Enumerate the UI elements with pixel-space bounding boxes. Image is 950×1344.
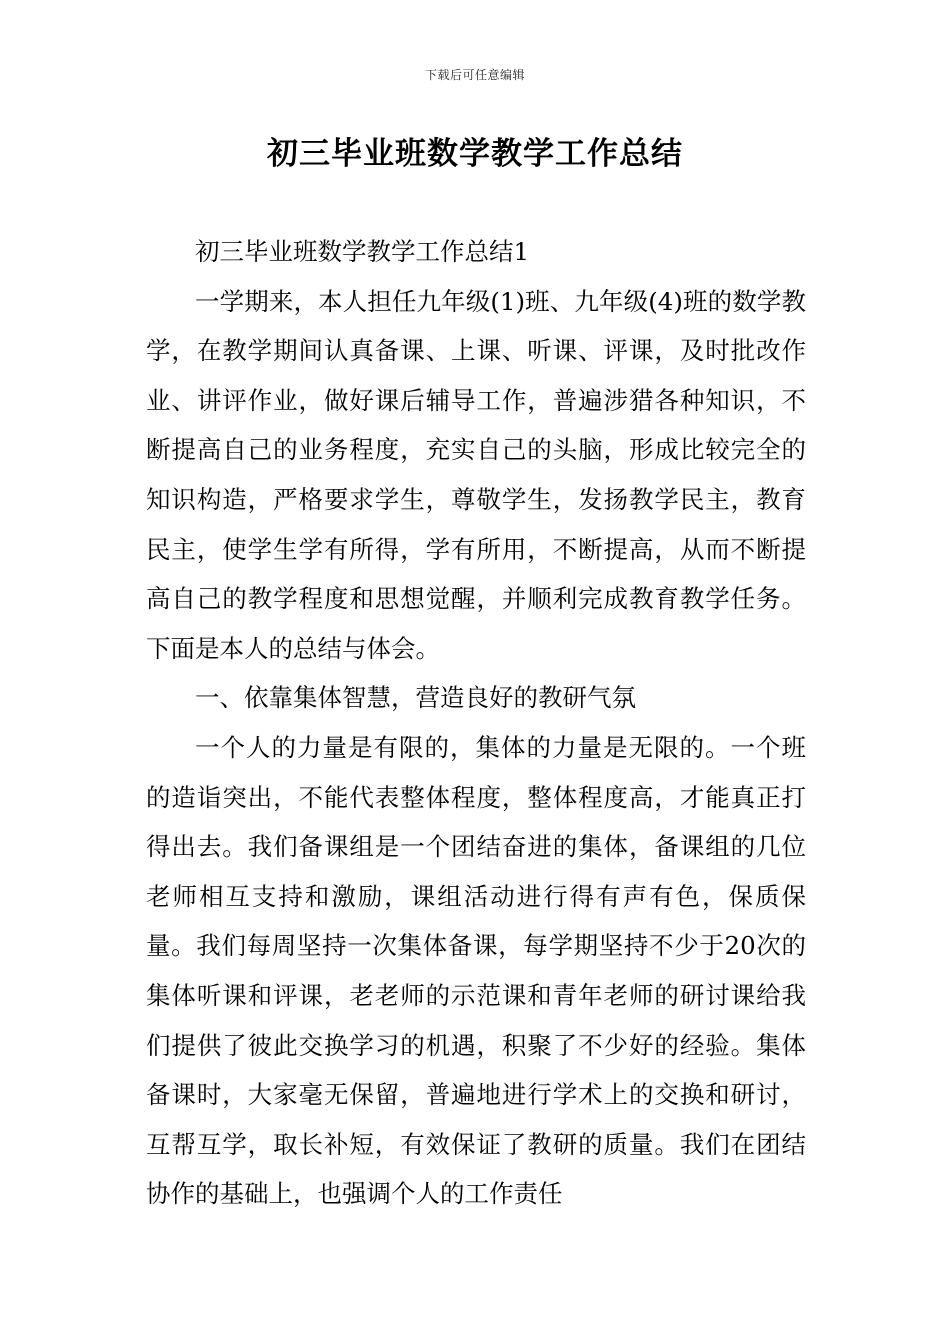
subtitle-paragraph: 初三毕业班数学教学工作总结1 <box>195 237 530 266</box>
document-title: 初三毕业班数学教学工作总结 <box>267 136 683 172</box>
document-body <box>146 227 806 1219</box>
section-heading: 一、依靠集体智慧，营造良好的教研气氛 <box>195 683 636 713</box>
body-paragraph: 一个人的力量是有限的，集体的力量是无限的。一个班的造诣突出，不能代表整体程度，整体程度高，才能真正打得出去。我们备课组是一个团结奋进的集体，备课组的几位老师相互支持和激励，课组活动进行得有声有色，保质保量。我们每周坚持一次集体备课，每学期坚持不少于20次的集体听课和评课，老老师的示范课和青年老师的研讨课给我们提供了彼此交换学习的机遇，积聚了不少好的经验。集体备课时，大家毫无保留，普遍地进行学术上的交换和研讨，互帮互学，取长补短，有效保证了教研的质量。我们在团结协作的基础上，也强调个人的工作责任 <box>146 732 806 1209</box>
body-paragraph: 一学期来，本人担任九年级(1)班、九年级(4)班的数学教学，在教学期间认真备课、上课、听课、评课，及时批改作业、讲评作业，做好课后辅导工作，普遍涉猎各种知识，不断提高自己的业务程度，充实自己的头脑，形成比较完全的知识构造，严格要求学生，尊敬学生，发扬教学民主，教育民主，使学生学有所得，学有所用，不断提高，从而不断提高自己的教学程度和思想觉醒，并顺利完成教育教学任务。下面是本人的总结与体会。 <box>146 286 806 663</box>
header-note: 下载后可任意编辑 <box>424 68 525 82</box>
